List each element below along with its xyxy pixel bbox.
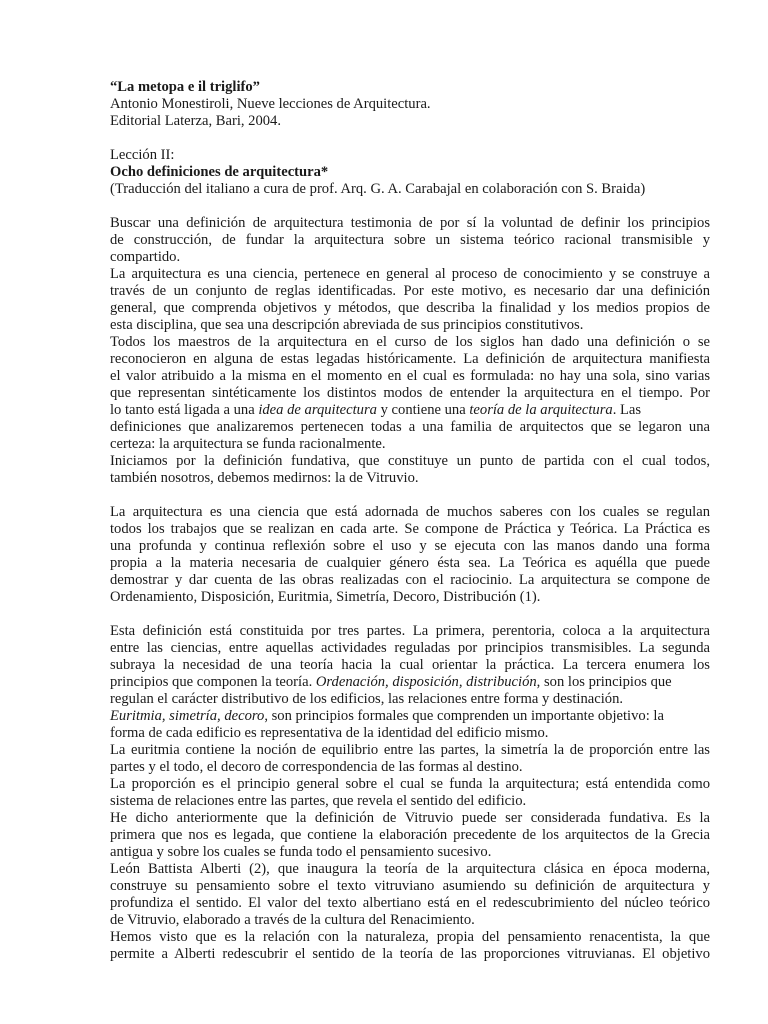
text-line: He dicho anteriormente que la definición de Vitruvio puede ser considerada fundativa. Es la (110, 810, 710, 826)
paragraph-1 (110, 215, 715, 266)
text-line: La proporción es el principio general sobre el cual se funda la arquitectura; está entendida como (110, 776, 710, 792)
text-line: lo tanto está ligada a una idea de arquitectura y contiene una teoría de la arquitectura. Las (110, 402, 642, 418)
paragraph-6 (110, 623, 715, 742)
text-line: compartido. (110, 249, 181, 265)
text-line: reconocieron en alguna de estas legadas históricamente. La definición de arquitectura manifiesta (110, 351, 710, 367)
text-line: de construcción, de fundar la arquitectura sobre un sistema teórico racional transmisible y (110, 232, 710, 248)
text-line: antigua y sobre los cuales se funda todo el pensamiento sucesivo. (110, 844, 492, 860)
text-line: el valor atribuido a la misma en el momento en el cual es formulada: no hay una sola, sino varias (110, 368, 710, 384)
text-line: todos los trabajos que se realizan en cada arte. Se compone de Práctica y Teórica. La Práctica es (110, 521, 710, 537)
text-line: de Vitruvio, elaborado a través de la cultura del Renacimiento. (110, 912, 475, 928)
text-line: regulan el carácter distributivo de los edificios, las relaciones entre forma y destinación. (110, 691, 624, 707)
emphasis-text: Ordenación, disposición, distribución (315, 674, 537, 690)
text-line: León Battista Alberti (2), que inaugura la teoría de la arquitectura clásica en época moderna, (110, 861, 710, 877)
text-line: propia a la materia necesaria de cualquier género ésta sea. La Teórica es aquélla que puede (110, 555, 710, 571)
text-line: Buscar una definición de arquitectura testimonia de por sí la voluntad de definir los principios (110, 215, 710, 231)
paragraph-9 (110, 810, 715, 861)
text-line: permite a Alberti redescubrir el sentido de la teoría de las proporciones vitruvianas. El objetivo (110, 946, 710, 962)
text-line: La euritmia contiene la noción de equilibrio entre las partes, la simetría la de proporción entre las (110, 742, 710, 758)
text-line: definiciones que analizaremos pertenecen todas a una familia de arquitectos que se legaron una (110, 419, 710, 435)
emphasis-text: idea de arquitectura (258, 402, 377, 418)
text-line: principios que componen la teoría. Ordenación, disposición, distribución, son los principios que (110, 674, 672, 690)
emphasis-text: teoría de la arquitectura (469, 402, 613, 418)
text-line: través de un conjunto de reglas identificadas. Por este motivo, es necesario dar una definición (110, 283, 710, 299)
text-line: certeza: la arquitectura se funda racionalmente. (110, 436, 386, 452)
text-line: Iniciamos por la definición fundativa, que constituye un punto de partida con el cual todos, (110, 453, 710, 469)
paragraph-2 (110, 266, 715, 334)
text-line: Esta definición está constituida por tres partes. La primera, perentoria, coloca a la arquitectura (110, 623, 710, 639)
text-line: subraya la necesidad de una teoría hacia la cual orientar la práctica. La tercera enumera los (110, 657, 710, 673)
text-line: La arquitectura es una ciencia, pertenece en general al proceso de conocimiento y se construye a (110, 266, 710, 282)
text-line: profundiza el sentido. El valor del texto albertiano está en el redescubrimiento del núcleo teórico (110, 895, 710, 911)
text-line: también nosotros, debemos medirnos: la de Vitruvio. (110, 470, 419, 486)
document-page (110, 79, 715, 963)
paragraph-7 (110, 742, 715, 776)
text-line: La arquitectura es una ciencia que está adornada de muchos saberes con los cuales se regulan (110, 504, 710, 520)
text-line: primera que nos es legada, que contiene la elaboración precedente de los arquitectos de la Grecia (110, 827, 710, 843)
text-line: construye su pensamiento sobre el texto vitruviano asumiendo su definición de arquitectura y (110, 878, 710, 894)
text-line: Ordenamiento, Disposición, Euritmia, Simetría, Decoro, Distribución (1). (110, 589, 541, 605)
text-line: que representan sintéticamente los distintos modos de entender la arquitectura en el tiempo. Por (110, 385, 710, 401)
author-line: Antonio Monestiroli, Nueve lecciones de Arquitectura. (110, 96, 431, 112)
translation-note: (Traducción del italiano a cura de prof. Arq. G. A. Carabajal en colaboración con S. Braida) (110, 181, 646, 197)
publisher-line: Editorial Laterza, Bari, 2004. (110, 113, 282, 129)
text-line: esta disciplina, que sea una descripción abreviada de sus principios constitutivos. (110, 317, 584, 333)
text-line: entre las ciencias, entre aquellas actividades reguladas por principios transmisibles. La segunda (110, 640, 710, 656)
paragraph-11 (110, 929, 715, 963)
vitruvius-quote (110, 504, 715, 606)
paragraph-8 (110, 776, 715, 810)
text-line: Todos los maestros de la arquitectura en el curso de los siglos han dado una definición o se (110, 334, 710, 350)
document-title: “La metopa e il triglifo” (110, 79, 260, 95)
emphasis-text: Euritmia, simetría, decoro (110, 708, 265, 724)
text-line: general, que comprenda objetivos y métodos, que describa la finalidad y los medios propios de (110, 300, 710, 316)
paragraph-4 (110, 453, 715, 487)
text-line: una profunda y continua reflexión sobre el uso y se ejecuta con las manos dando una forma (110, 538, 710, 554)
lesson-number: Lección II: (110, 147, 175, 163)
paragraph-3 (110, 334, 715, 453)
lesson-title: Ocho definiciones de arquitectura* (110, 164, 329, 180)
text-line: forma de cada edificio es representativa de la identidad del edificio mismo. (110, 725, 549, 741)
text-line: Hemos visto que es la relación con la naturaleza, propia del pensamiento renacentista, la que (110, 929, 710, 945)
paragraph-10 (110, 861, 715, 929)
text-line: partes y el todo, el decoro de correspondencia de las formas al destino. (110, 759, 523, 775)
text-line: demostrar y dar cuenta de las obras realizadas con el raciocinio. La arquitectura se compone de (110, 572, 710, 588)
text-line: sistema de relaciones entre las partes, que revela el sentido del edificio. (110, 793, 527, 809)
text-line: Euritmia, simetría, decoro, son principios formales que comprenden un importante objetivo: la (110, 708, 664, 724)
